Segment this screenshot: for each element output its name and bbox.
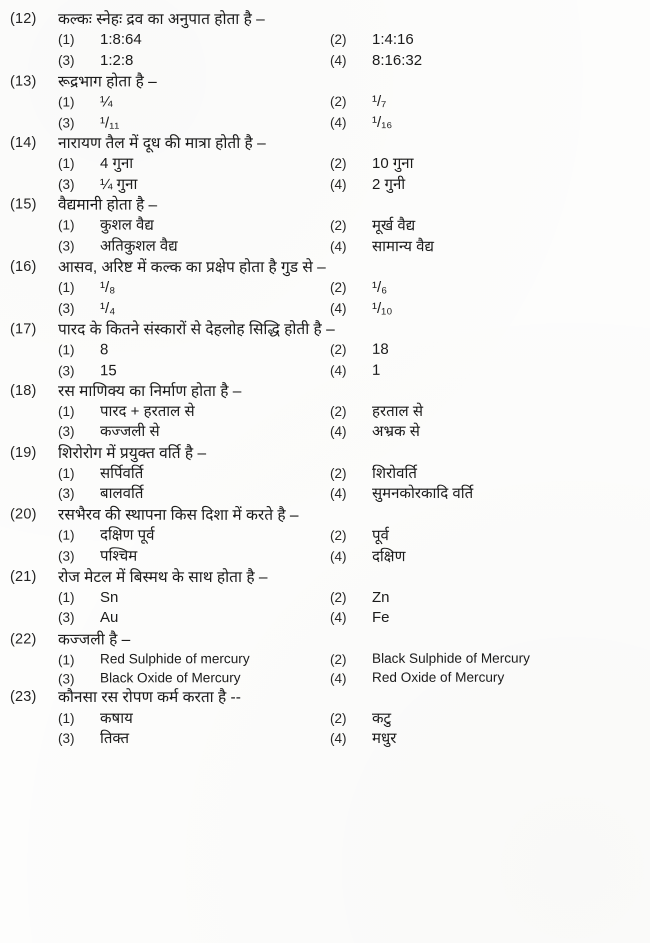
option-row [10, 217, 636, 236]
option-choice[interactable] [58, 176, 330, 194]
option-choice[interactable] [330, 547, 636, 566]
option-text: 8:16:32 [372, 51, 423, 69]
question-item [10, 134, 636, 194]
option-label: (2) [330, 466, 347, 482]
option-row [10, 279, 636, 297]
option-label: (4) [329, 548, 347, 564]
option-choice[interactable] [58, 710, 330, 728]
option-text: दक्षिण पूर्व [99, 526, 155, 544]
option-row [10, 361, 636, 380]
option-text: पारद + हरताल से [100, 403, 195, 421]
option-choice[interactable] [58, 465, 330, 483]
option-row [10, 651, 636, 669]
option-choice[interactable] [330, 93, 636, 112]
option-text: सर्पिवर्ति [100, 465, 144, 483]
question-item [10, 319, 636, 380]
option-label: (1) [58, 404, 75, 420]
option-text: ¼ [99, 93, 113, 111]
option-row [10, 710, 636, 728]
option-choice[interactable] [58, 362, 330, 381]
option-text: ¹/₈ [100, 279, 116, 297]
option-choice[interactable] [330, 669, 636, 686]
option-choice[interactable] [330, 710, 636, 728]
option-text: शिरोवर्ति [372, 465, 417, 483]
option-text: 10 गुना [372, 155, 414, 173]
question-item [10, 71, 636, 132]
question-text: कल्कः स्नेहः द्रव का अनुपात होता है – [58, 11, 265, 28]
question-number: (22) [9, 631, 37, 648]
option-text: ¹/₄ [100, 299, 116, 317]
option-group [10, 341, 636, 380]
question-header [10, 688, 636, 707]
option-label: (1) [58, 710, 75, 726]
option-row [10, 113, 636, 133]
option-choice[interactable] [330, 300, 636, 318]
question-text: नारायण तैल में दूध की मात्रा होती है – [58, 134, 266, 152]
question-item [10, 10, 636, 70]
question-number: (17) [9, 321, 37, 338]
option-label: (4) [330, 670, 347, 686]
option-label: (4) [330, 362, 347, 378]
option-text: अतिकुशल वैद्य [99, 237, 178, 255]
option-label: (1) [57, 527, 75, 543]
option-text: दक्षिण [371, 547, 406, 565]
question-item [10, 505, 636, 566]
option-label: (2) [330, 156, 347, 172]
question-number: (14) [10, 134, 37, 151]
option-choice[interactable] [58, 237, 330, 256]
option-choice[interactable] [58, 609, 330, 627]
question-header [10, 629, 636, 649]
question-number: (18) [10, 382, 37, 399]
question-text: पारद के कितने संस्कारों से देहलोह सिद्धि होती है – [57, 320, 335, 339]
option-label: (2) [330, 590, 347, 606]
question-item [10, 258, 636, 318]
option-row [10, 300, 636, 318]
option-choice[interactable] [58, 114, 330, 133]
option-row [10, 52, 636, 70]
option-text: Black Sulphide of Mercury [371, 650, 530, 666]
option-group [10, 403, 636, 442]
question-number: (12) [10, 11, 37, 27]
option-label: (2) [329, 94, 347, 110]
option-choice[interactable] [58, 300, 330, 318]
option-text: सामान्य वैद्य [371, 237, 434, 255]
option-group [10, 651, 636, 687]
option-label: (4) [329, 238, 347, 254]
option-label: (2) [330, 404, 347, 420]
option-text: 18 [371, 341, 389, 359]
option-row [10, 485, 636, 503]
option-label: (3) [57, 238, 75, 254]
option-label: (3) [58, 362, 75, 378]
question-text: शिरोरोग में प्रयुक्त वर्ति है – [58, 444, 207, 462]
option-label: (2) [330, 32, 347, 48]
option-label: (1) [58, 32, 75, 48]
option-choice[interactable] [330, 589, 636, 607]
option-text: कषाय [100, 709, 133, 727]
option-label: (1) [58, 156, 75, 172]
option-text: सुमनकोरकादि वर्ति [372, 485, 474, 503]
option-label: (3) [58, 115, 75, 131]
option-row [10, 547, 636, 566]
option-choice[interactable] [330, 730, 636, 748]
option-label: (1) [58, 280, 75, 296]
option-label: (3) [58, 671, 75, 687]
option-text: Red Oxide of Mercury [372, 669, 505, 685]
option-text: अभ्रक से [372, 423, 420, 441]
question-number: (16) [10, 258, 37, 275]
option-text: 15 [100, 361, 117, 379]
option-choice[interactable] [58, 670, 330, 687]
option-group [10, 93, 636, 133]
option-group [10, 589, 636, 628]
option-text: कटु [372, 709, 392, 727]
option-label: (4) [330, 730, 347, 746]
question-item [10, 195, 636, 256]
option-row [10, 155, 636, 173]
option-row [10, 730, 636, 748]
question-header [10, 444, 636, 463]
option-choice[interactable] [58, 155, 330, 173]
question-item [10, 382, 636, 442]
option-choice[interactable] [58, 31, 330, 49]
option-label: (4) [330, 176, 347, 192]
option-label: (1) [58, 590, 75, 606]
option-label: (1) [57, 94, 75, 110]
option-row [10, 403, 636, 421]
question-header [10, 505, 636, 525]
option-group [10, 527, 636, 567]
option-label: (2) [329, 652, 347, 668]
option-choice[interactable] [330, 176, 636, 194]
option-text: 1:2:8 [100, 51, 134, 69]
option-label: (3) [58, 300, 75, 316]
question-text: रूद्रभाग होता है – [57, 73, 157, 91]
question-header [10, 382, 636, 401]
option-text: पूर्व [371, 527, 389, 545]
option-choice[interactable] [330, 609, 636, 627]
option-group [10, 710, 636, 749]
option-label: (3) [58, 730, 75, 746]
option-choice[interactable] [330, 217, 636, 236]
option-label: (4) [330, 486, 347, 502]
question-item [10, 629, 636, 687]
option-label: (3) [58, 424, 75, 440]
option-text: ¹/₁₆ [372, 113, 393, 131]
question-text: रस माणिक्य का निर्माण होता है – [58, 382, 242, 400]
option-choice[interactable] [330, 113, 636, 132]
option-group [10, 31, 636, 70]
option-choice[interactable] [58, 651, 330, 668]
option-label: (2) [329, 218, 347, 234]
option-choice[interactable] [58, 217, 330, 236]
option-choice[interactable] [58, 485, 330, 503]
option-text: ¹/₇ [371, 93, 387, 111]
option-group [10, 279, 636, 318]
option-choice[interactable] [330, 361, 636, 380]
option-choice[interactable] [330, 279, 636, 297]
option-text: 2 गुनी [372, 175, 406, 193]
question-header [10, 71, 636, 92]
question-header [10, 195, 636, 215]
option-label: (1) [57, 652, 75, 668]
question-header [10, 568, 636, 587]
question-item [10, 688, 636, 748]
question-number: (23) [10, 689, 37, 706]
question-header [10, 10, 636, 29]
option-choice[interactable] [330, 465, 636, 483]
option-text: ¹/₁₁ [100, 114, 120, 132]
option-choice[interactable] [330, 527, 636, 546]
option-row [10, 31, 636, 49]
option-text: ¹/₆ [372, 279, 388, 297]
question-number: (20) [10, 506, 37, 523]
option-choice[interactable] [58, 279, 330, 297]
option-label: (4) [330, 424, 347, 440]
option-choice[interactable] [58, 341, 330, 360]
option-label: (2) [330, 710, 347, 726]
option-row [10, 93, 636, 113]
option-label: (1) [58, 466, 75, 482]
question-number: (19) [10, 444, 37, 461]
option-label: (4) [330, 52, 347, 68]
option-choice[interactable] [58, 93, 330, 112]
option-text: तिक्त [100, 729, 130, 747]
option-label: (2) [329, 342, 347, 358]
question-header [10, 134, 636, 153]
question-item [10, 568, 636, 628]
question-item [10, 444, 636, 504]
option-group [10, 217, 636, 257]
option-choice[interactable] [330, 423, 636, 441]
option-text: कज्जली से [100, 423, 160, 441]
option-row [10, 423, 636, 441]
question-text: वैद्यमानी होता है – [58, 196, 158, 214]
option-text: 8 [99, 341, 109, 359]
option-text: Au [100, 609, 119, 627]
option-text: ¼ गुना [100, 175, 138, 193]
question-number: (15) [10, 196, 37, 213]
option-label: (3) [58, 486, 75, 502]
option-label: (1) [57, 217, 75, 233]
option-group [10, 155, 636, 194]
option-group [10, 465, 636, 504]
option-text: हरताल से [372, 403, 424, 421]
option-row [10, 237, 636, 256]
option-label: (4) [330, 610, 347, 626]
option-choice[interactable] [58, 403, 330, 421]
option-label: (3) [58, 52, 75, 68]
option-choice[interactable] [58, 589, 330, 607]
option-choice[interactable] [330, 155, 636, 173]
option-text: बालवर्ति [100, 485, 144, 503]
option-text: Sn [100, 589, 119, 607]
option-choice[interactable] [58, 52, 330, 70]
option-label: (3) [58, 610, 75, 626]
option-label: (3) [58, 176, 75, 192]
option-row [10, 589, 636, 607]
option-label: (2) [330, 280, 347, 296]
option-choice[interactable] [58, 423, 330, 441]
question-text: कौनसा रस रोपण कर्म करता है -- [58, 689, 241, 707]
option-text: मूर्ख वैद्य [371, 217, 416, 235]
option-choice[interactable] [58, 730, 330, 748]
option-label: (3) [57, 548, 75, 564]
option-row [10, 341, 636, 360]
option-text: Fe [372, 609, 390, 627]
option-choice[interactable] [330, 31, 636, 49]
question-number: (13) [9, 73, 37, 90]
option-label: (2) [329, 528, 347, 544]
option-label: (4) [330, 300, 347, 316]
option-text: 1:8:64 [100, 31, 142, 49]
question-text: कज्जली है – [57, 631, 131, 649]
option-label: (1) [57, 342, 75, 358]
option-text: Black Oxide of Mercury [100, 669, 241, 686]
option-row [10, 609, 636, 627]
question-text: रोज मेटल में बिस्मथ के साथ होता है – [58, 568, 268, 586]
option-choice[interactable] [330, 403, 636, 421]
option-text: 1 [372, 361, 381, 379]
question-text: रसभैरव की स्थापना किस दिशा में करते है – [58, 506, 299, 524]
option-text: Zn [372, 589, 390, 607]
option-text: 1:4:16 [372, 31, 414, 49]
option-row [10, 669, 636, 687]
question-header [10, 258, 636, 277]
option-text: पश्चिम [99, 547, 138, 565]
option-text: मधुर [372, 729, 397, 747]
question-number: (21) [10, 568, 37, 585]
question-header [10, 319, 636, 339]
option-choice[interactable] [330, 651, 636, 668]
option-text: 4 गुना [100, 155, 134, 173]
option-text: ¹/₁₀ [372, 299, 393, 317]
option-row [10, 527, 636, 546]
option-choice[interactable] [330, 52, 636, 70]
option-label: (4) [330, 114, 347, 130]
option-row [10, 176, 636, 194]
question-text: आसव, अरिष्ट में कल्क का प्रक्षेप होता है गुड से – [58, 258, 326, 276]
option-choice[interactable] [330, 341, 636, 360]
option-choice[interactable] [330, 238, 636, 257]
option-choice[interactable] [58, 527, 330, 546]
option-row [10, 465, 636, 483]
option-choice[interactable] [330, 485, 636, 503]
option-text: कुशल वैद्य [99, 216, 154, 234]
option-choice[interactable] [58, 547, 330, 566]
option-text: Red Sulphide of mercury [99, 651, 250, 667]
